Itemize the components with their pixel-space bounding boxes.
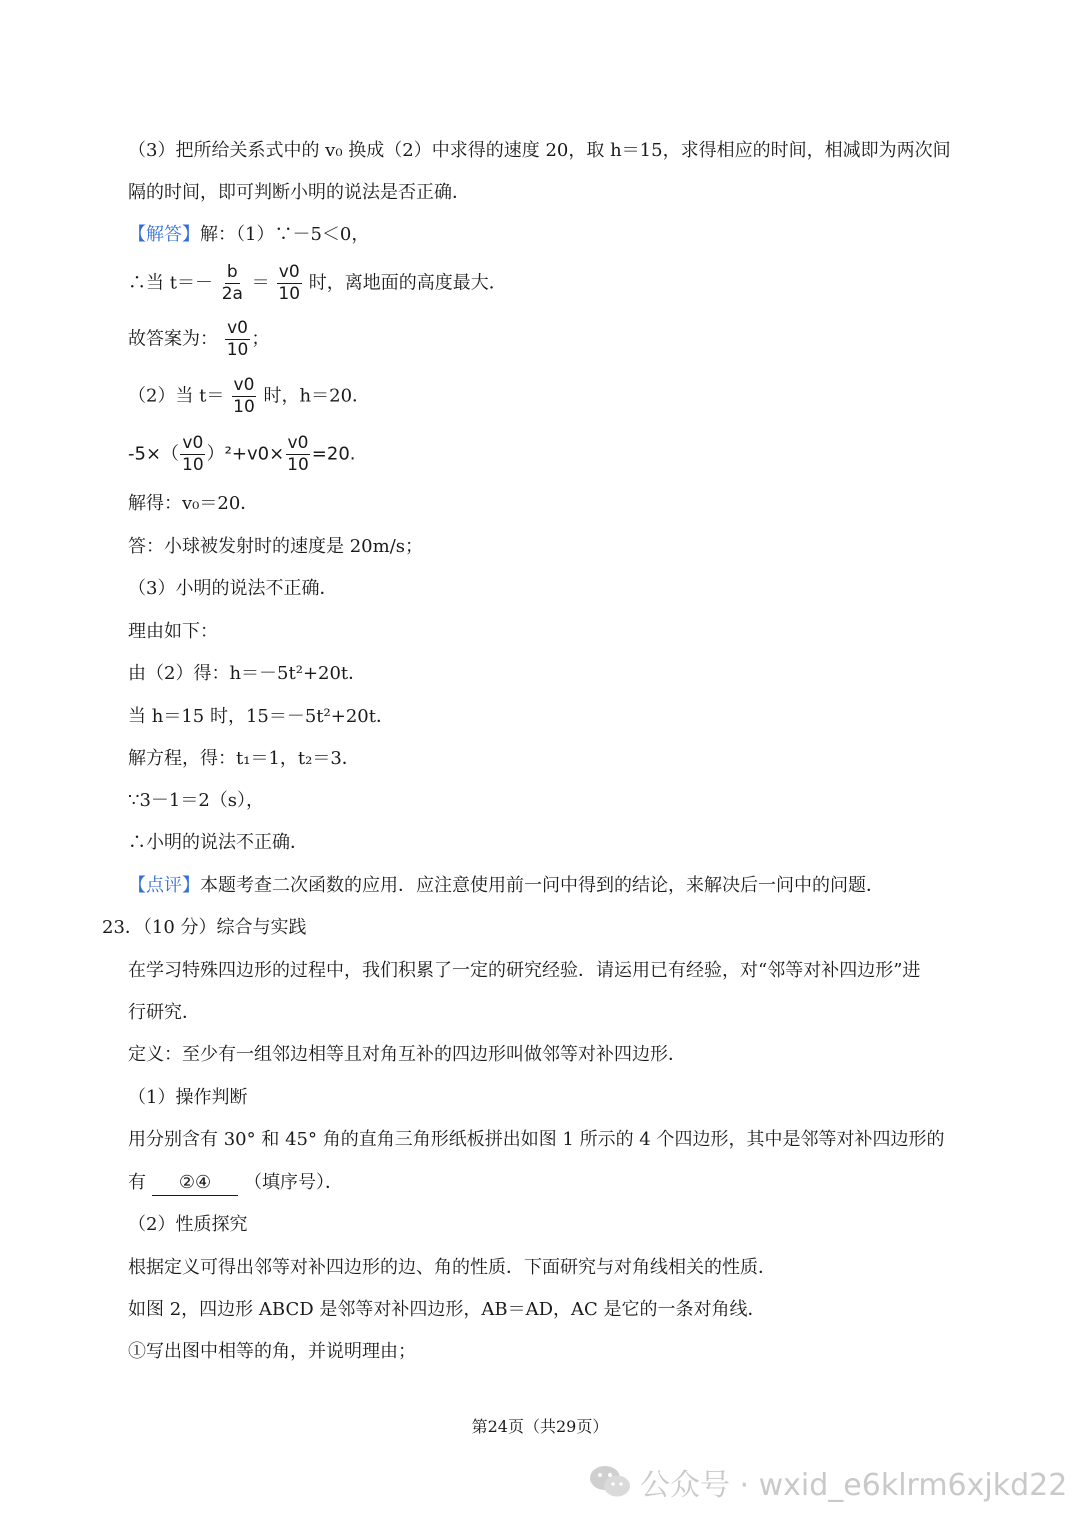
text: 故答案为：: [128, 328, 218, 350]
numerator: b: [226, 262, 238, 282]
when-h15: 当 h＝15 时，15＝－5t²+20t．: [128, 706, 394, 727]
q23-intro-line2: 行研究．: [128, 1002, 200, 1023]
q23-part1-heading: （1）操作判断: [128, 1087, 248, 1108]
equals: ＝: [251, 272, 270, 294]
text: 时，离地面的高度最大．: [308, 272, 507, 294]
therefore-line: ∴小明的说法不正确．: [128, 832, 308, 853]
text: 有: [128, 1172, 146, 1193]
solution-step3-line1: （3）把所给关系式中的 v₀ 换成（2）中求得的速度 20，取 h＝15，求得相应的时间，相减即为两次间: [128, 140, 951, 161]
numerator: v0: [233, 375, 255, 395]
text: =20.: [311, 443, 356, 465]
answer-first: 解：（1）∵－5＜0，: [200, 224, 370, 245]
q23-part2-heading: （2）性质探究: [128, 1214, 248, 1235]
fraction-b-2a: [220, 262, 245, 305]
q23-figure2-text: 如图 2，四边形 ABCD 是邻等对补四边形，AB＝AD，AC 是它的一条对角线．: [128, 1299, 766, 1320]
numerator: v0: [287, 433, 309, 453]
solve-v0: 解得：v₀＝20．: [128, 493, 259, 514]
solution-step3-line2: 隔的时间，即可判断小明的说法是否正确．: [128, 182, 470, 203]
watermark-text: 公众号 · wxid_e6klrm6xjkd22: [640, 1468, 1068, 1503]
solve-equation: 解方程，得：t₁＝1，t₂＝3．: [128, 748, 360, 769]
denominator: 10: [226, 340, 249, 360]
text: （填序号）．: [244, 1172, 343, 1193]
fraction-v0-10: [225, 318, 251, 361]
text: ；: [251, 328, 270, 350]
q23-definition: 定义：至少有一组邻边相等且对角互补的四边形叫做邻等对补四边形．: [128, 1044, 686, 1065]
q23-intro-line1: 在学习特殊四边形的过程中，我们积累了一定的研究经验．请运用已有经验，对“邻等对补四边形”进: [128, 960, 921, 981]
answer-line: [128, 223, 369, 247]
fraction-v0-10: [276, 262, 302, 305]
question-23-title: 23．（10 分）综合与实践: [102, 917, 307, 938]
denominator: 10: [287, 455, 309, 475]
fraction-v0-10: [180, 433, 206, 476]
text: ）²+v0×: [206, 443, 285, 465]
numerator: v0: [182, 433, 204, 453]
q23-part1-answer-line: [128, 1171, 343, 1196]
comment-line: [128, 874, 884, 898]
denominator: 10: [182, 455, 204, 475]
answer-tag: 【解答】: [128, 224, 200, 245]
text: -5×（: [128, 443, 180, 465]
denominator: 10: [233, 397, 255, 417]
part2-line: [128, 375, 370, 418]
answer-blank: ②④: [152, 1171, 238, 1196]
comment-text: 本题考查二次函数的应用．应注意使用前一问中得到的结论，来解决后一问中的问题．: [200, 875, 884, 896]
answer-speed: 答：小球被发射时的速度是 20m/s；: [128, 536, 423, 557]
equation-line: [128, 433, 356, 476]
fraction-v0-10: [231, 375, 257, 418]
text: ∴当 t＝－: [128, 272, 213, 294]
denominator: 10: [278, 284, 301, 304]
max-height-line: [128, 262, 507, 305]
text: （2）当 t＝: [128, 385, 225, 407]
q23-part2-text: 根据定义可得出邻等对补四边形的边、角的性质．下面研究与对角线相关的性质．: [128, 1257, 776, 1278]
comment-tag: 【点评】: [128, 875, 200, 896]
text: 时，h＝20．: [263, 385, 371, 407]
watermark: [588, 1460, 1067, 1504]
q23-part1-text: 用分别含有 30° 和 45° 角的直角三角形纸板拼出如图 1 所示的 4 个四边形，其中是邻等对补四边形的: [128, 1129, 945, 1150]
wechat-icon: [588, 1463, 632, 1501]
numerator: v0: [278, 262, 300, 282]
page-footer: 第24页（共29页）: [471, 1417, 609, 1436]
part3-statement: （3）小明的说法不正确．: [128, 578, 338, 599]
q23-task1: ①写出图中相等的角，并说明理由；: [128, 1341, 416, 1362]
fraction-v0-10: [285, 433, 311, 476]
from-part2: 由（2）得：h＝－5t²+20t．: [128, 663, 367, 684]
because-line: ∵3－1＝2（s），: [128, 790, 265, 811]
numerator: v0: [227, 318, 248, 338]
reason-heading: 理由如下：: [128, 621, 218, 642]
answer1-line: [128, 318, 269, 361]
denominator: 2a: [221, 284, 243, 304]
